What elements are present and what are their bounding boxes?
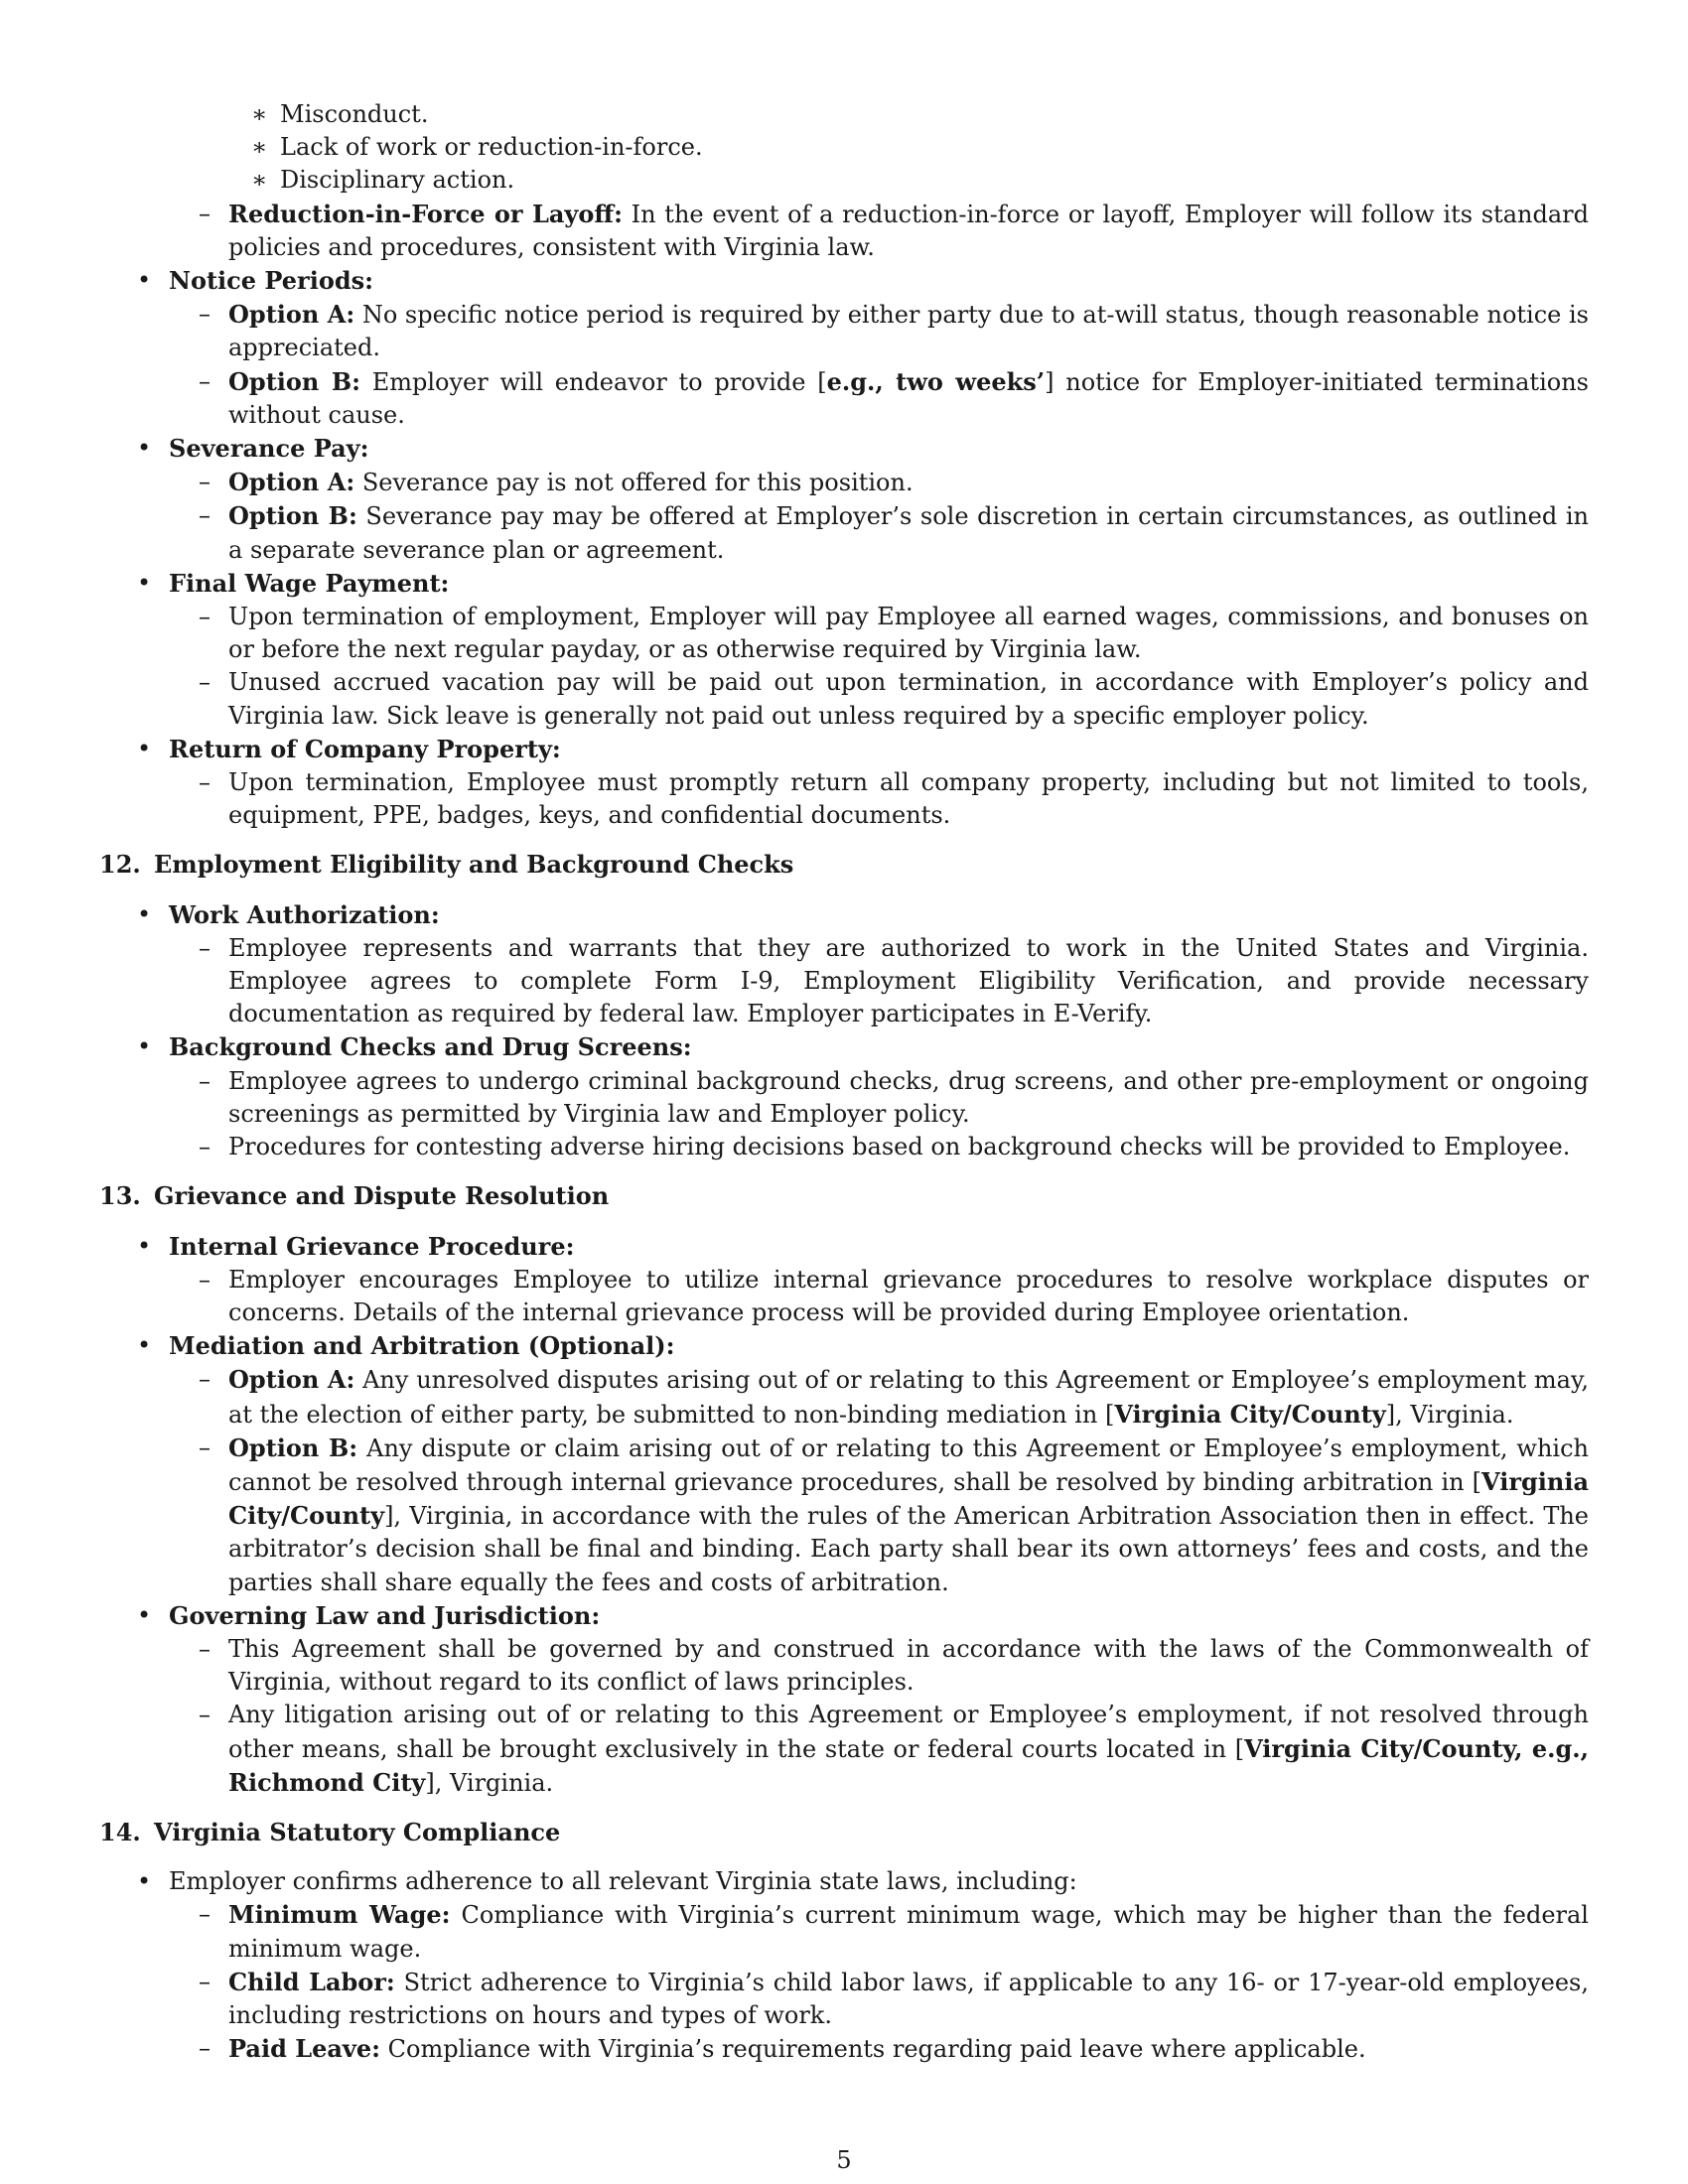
- list-item: – Option A: Any unresolved disputes arising out of or relating to this Agreement or Employee’s employment may, at the election of either party, be submitted to non-binding mediation in [Virginia City/County], Virginia.: [199, 1365, 1589, 1429]
- dash-bullet-icon: –: [199, 603, 211, 631]
- dash-bullet-icon: –: [199, 1433, 211, 1461]
- bullet-icon: •: [137, 899, 152, 928]
- list-item: • Notice Periods:: [99, 264, 1589, 298]
- page-number: 5: [836, 2146, 852, 2174]
- dash-bullet-icon: –: [199, 199, 211, 227]
- dash-bullet-icon: –: [199, 1265, 211, 1294]
- dash-bullet-icon: –: [199, 1365, 211, 1394]
- list-item: – Paid Leave: Compliance with Virginia’s requirements regarding paid leave where applicable.: [99, 2032, 1589, 2066]
- section-heading-13: 13. Grievance and Dispute Resolution: [99, 1181, 610, 1211]
- list-item: – Unused accrued vacation pay will be paid out upon termination, in accordance with Employer’s policy and Virginia law. Sick leave is generally not paid out unless required by a specific employer policy.: [199, 668, 1589, 730]
- list-item: • Internal Grievance Procedure:: [99, 1230, 1589, 1264]
- list-item: – Option A: No specific notice period is required by either party due to at-will status, though reasonable notice is appreciated.: [199, 300, 1589, 362]
- list-item: – Any litigation arising out of or relating to this Agreement or Employee’s employment, if not resolved through other means, shall be brought exclusively in the state or federal courts located in [Virginia City/County, e.g., Richmond City], Virginia.: [199, 1701, 1589, 1797]
- dash-bullet-icon: –: [199, 668, 211, 697]
- list-item: • Return of Company Property:: [99, 733, 1589, 766]
- list-item: ∗ Disciplinary action.: [99, 164, 1589, 197]
- list-item: ∗ Misconduct.: [99, 98, 1589, 131]
- dash-bullet-icon: –: [199, 2034, 211, 2063]
- list-item: – Procedures for contesting adverse hiring decisions based on background checks will be provided to Employee.: [99, 1131, 1589, 1163]
- list-item: – Child Labor: Strict adherence to Virginia’s child labor laws, if applicable to any 16- or 17-year-old employees, including restrictions on hours and types of work.: [199, 1967, 1589, 2029]
- bullet-icon: •: [137, 434, 152, 463]
- section-heading-12: 12. Employment Eligibility and Background Checks: [99, 850, 794, 880]
- dash-bullet-icon: –: [199, 501, 211, 530]
- list-item: • Employer confirms adherence to all relevant Virginia state laws, including:: [99, 1865, 1589, 1898]
- dash-bullet-icon: –: [199, 468, 211, 496]
- bullet-icon: •: [137, 568, 152, 597]
- bullet-icon: •: [137, 1600, 152, 1629]
- list-item: – Upon termination, Employee must promptly return all company property, including but not limited to tools, equipment, PPE, badges, keys, and confidential documents.: [199, 768, 1589, 830]
- dash-bullet-icon: –: [199, 768, 211, 797]
- dash-bullet-icon: –: [199, 1900, 211, 1929]
- dash-bullet-icon: –: [199, 300, 211, 329]
- list-item: ∗ Lack of work or reduction-in-force.: [99, 131, 1589, 164]
- bullet-icon: •: [137, 1231, 152, 1260]
- asterisk-bullet-icon: ∗: [251, 133, 268, 162]
- list-item: – Option B: Severance pay may be offered at Employer’s sole discretion in certain circumstances, as outlined in a separate severance plan or agreement.: [199, 501, 1589, 564]
- list-item: – Employee represents and warrants that they are authorized to work in the United States and Virginia. Employee agrees to complete Form I-9, Employment Eligibility Verification, and provide necessary documentation as required by federal law. Employer participates in E-Verify.: [199, 933, 1589, 1028]
- list-item: – Reduction-in-Force or Layoff: In the event of a reduction-in-force or layoff, Employer will follow its standard policies and procedures, consistent with Virginia law.: [199, 199, 1589, 261]
- dash-bullet-icon: –: [199, 933, 211, 962]
- bullet-icon: •: [137, 1867, 152, 1896]
- dash-bullet-icon: –: [199, 366, 211, 395]
- bullet-icon: •: [137, 734, 152, 762]
- list-item: – This Agreement shall be governed by and construed in accordance with the laws of the Commonwealth of Virginia, without regard to its conflict of laws principles.: [199, 1634, 1589, 1697]
- bullet-icon: •: [137, 266, 152, 295]
- dash-bullet-icon: –: [199, 1701, 211, 1729]
- bullet-icon: •: [137, 1032, 152, 1061]
- dash-bullet-icon: –: [199, 1967, 211, 1995]
- list-item: – Option B: Any dispute or claim arising out of or relating to this Agreement or Employee’s employment, which cannot be resolved through internal grievance procedures, shall be resolved by binding arbitration in [Virginia City/County], Virginia, in accordance with the rules of the American Arbitration Association then in effect. The arbitrator’s decision shall be final and binding. Each party shall bear its own attorneys’ fees and costs, and the parties shall share equally the fees and costs of arbitration.: [199, 1433, 1589, 1596]
- list-item: • Severance Pay:: [99, 432, 1589, 466]
- list-item: • Mediation and Arbitration (Optional):: [99, 1329, 1589, 1363]
- list-item: – Option B: Employer will endeavor to provide [e.g., two weeks’] notice for Employer-initiated terminations without cause.: [199, 366, 1589, 429]
- dash-bullet-icon: –: [199, 1634, 211, 1663]
- bullet-icon: •: [137, 1331, 152, 1360]
- section-heading-14: 14. Virginia Statutory Compliance: [99, 1817, 561, 1846]
- list-item: – Employee agrees to undergo criminal background checks, drug screens, and other pre-employment or ongoing screenings as permitted by Virginia law and Employer policy.: [199, 1066, 1589, 1128]
- list-item: • Final Wage Payment:: [99, 567, 1589, 601]
- list-item: – Minimum Wage: Compliance with Virginia’s current minimum wage, which may be higher than the federal minimum wage.: [199, 1900, 1589, 1963]
- list-item: • Governing Law and Jurisdiction:: [99, 1599, 1589, 1633]
- list-item: • Work Authorization:: [99, 898, 1589, 932]
- dash-bullet-icon: –: [199, 1066, 211, 1095]
- asterisk-bullet-icon: ∗: [251, 100, 268, 128]
- list-item: – Option A: Severance pay is not offered for this position.: [99, 466, 1589, 499]
- list-item: – Upon termination of employment, Employer will pay Employee all earned wages, commissions, and bonuses on or before the next regular payday, or as otherwise required by Virginia law.: [199, 603, 1589, 664]
- document-page: [99, 98, 1589, 2066]
- asterisk-bullet-icon: ∗: [251, 166, 268, 195]
- list-item: • Background Checks and Drug Screens:: [99, 1030, 1589, 1064]
- list-item: – Employer encourages Employee to utilize internal grievance procedures to resolve workplace disputes or concerns. Details of the internal grievance process will be provided during Employee orientation.: [199, 1265, 1589, 1326]
- dash-bullet-icon: –: [199, 1133, 211, 1161]
